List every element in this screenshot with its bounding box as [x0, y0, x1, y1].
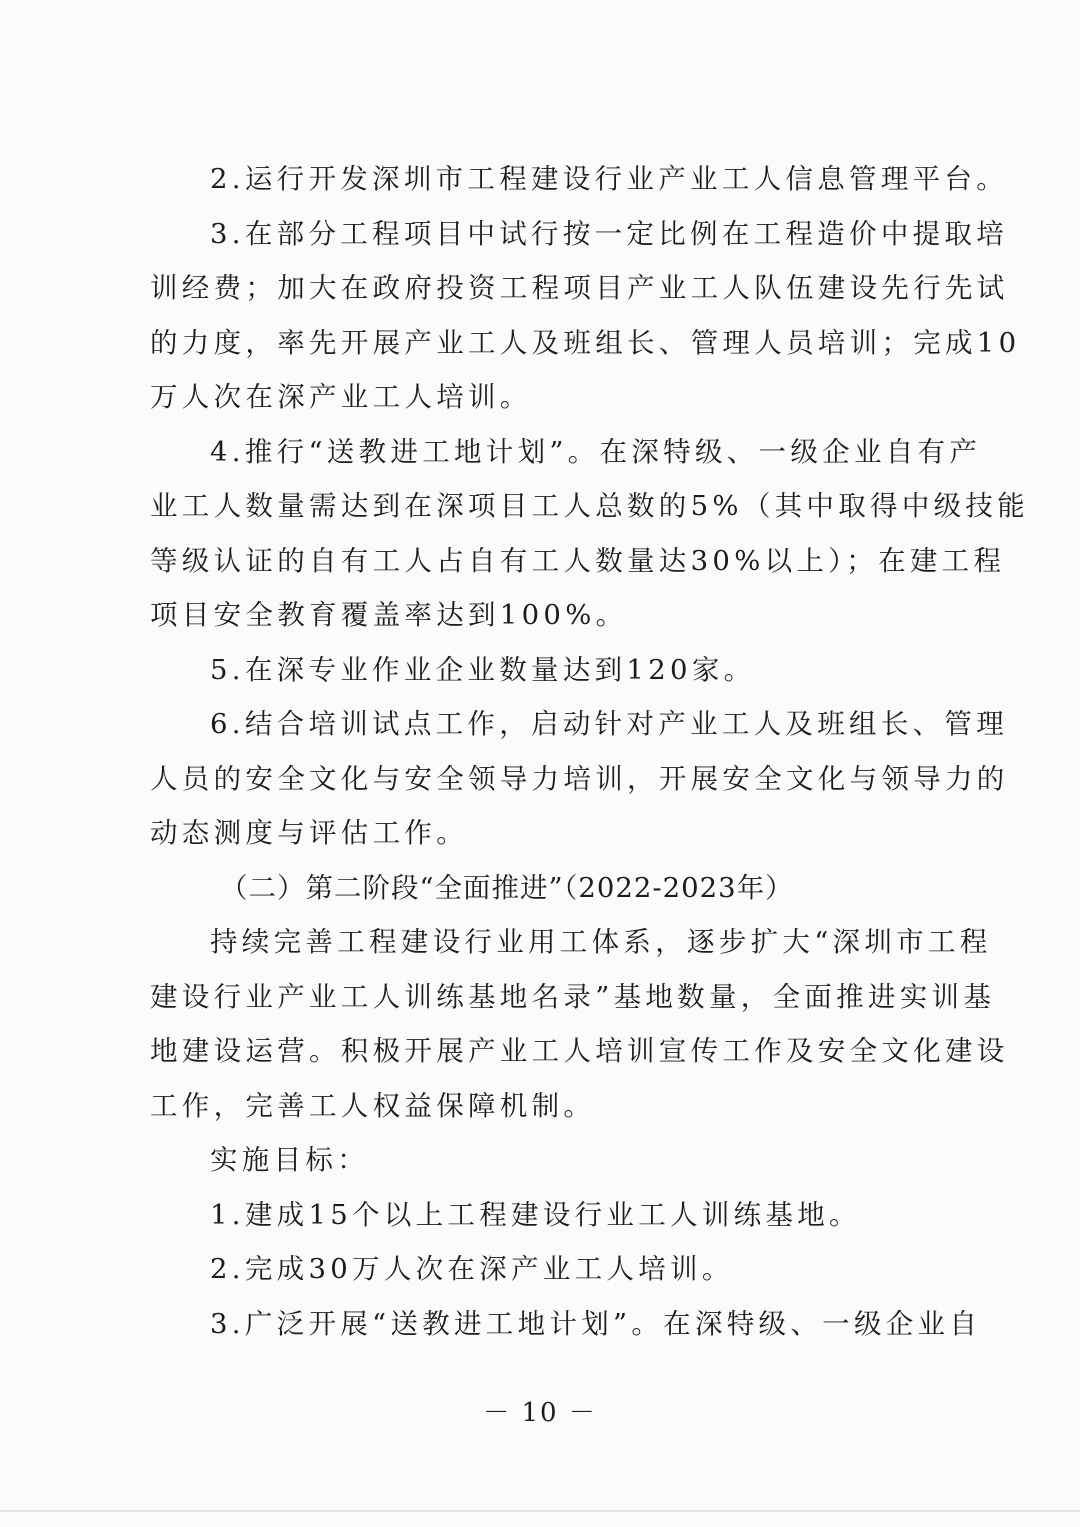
targets-label: 实施目标：	[210, 1144, 369, 1176]
bottom-edge-divider	[0, 1510, 1080, 1512]
item-4-line-3: 等级认证的自有工人占自有工人数量达30%以上）；在建工程	[150, 544, 1006, 577]
item-4-line-4: 项目安全教育覆盖率达到100%。	[150, 599, 628, 631]
stage-two-para-line-4: 工作，完善工人权益保障机制。	[150, 1089, 596, 1122]
item-6-line-3: 动态测度与评估工作。	[150, 817, 468, 849]
section-heading-stage-two: （二）第二阶段“全面推进”（2022-2023年）	[220, 871, 794, 904]
item-3-line-1: 3.在部分工程项目中试行按一定比例在工程造价中提取培	[210, 217, 1009, 250]
item-4-line-1: 4.推行“送教进工地计划”。在深特级、一级企业自有产	[210, 435, 982, 468]
item-3-line-2: 训经费；加大在政府投资工程项目产业工人队伍建设先行先试	[150, 272, 1009, 304]
page-number: － 10 －	[483, 1398, 597, 1428]
stage-two-para-line-1: 持续完善工程建设行业用工体系，逐步扩大“深圳市工程	[210, 926, 992, 958]
target-1-line: 1.建成15个以上工程建设行业工人训练基地。	[210, 1198, 861, 1231]
item-5-line: 5.在深专业作业企业数量达到120家。	[210, 653, 756, 686]
body-text	[150, 152, 1030, 1351]
item-2-line: 2.运行开发深圳市工程建设行业产业工人信息管理平台。	[210, 163, 1009, 195]
target-3-line-1: 3.广泛开展“送教进工地计划”。在深特级、一级企业自	[210, 1307, 982, 1340]
item-6-line-1: 6.结合培训试点工作，启动针对产业工人及班组长、管理	[210, 708, 1009, 740]
stage-two-para-line-2: 建设行业产业工人训练基地名录”基地数量，全面推进实训基	[150, 980, 996, 1013]
item-6-line-2: 人员的安全文化与安全领导力培训，开展安全文化与领导力的	[150, 762, 1009, 795]
item-4-line-2: 业工人数量需达到在深项目工人总数的5%（其中取得中级技能	[150, 490, 1030, 522]
stage-two-para-line-3: 地建设运营。积极开展产业工人培训宣传工作及安全文化建设	[150, 1035, 1009, 1067]
item-3-line-3: 的力度，率先开展产业工人及班组长、管理人员培训；完成10	[150, 326, 1021, 359]
item-3-line-4: 万人次在深产业工人培训。	[150, 381, 532, 413]
target-2-line: 2.完成30万人次在深产业工人培训。	[210, 1253, 734, 1285]
